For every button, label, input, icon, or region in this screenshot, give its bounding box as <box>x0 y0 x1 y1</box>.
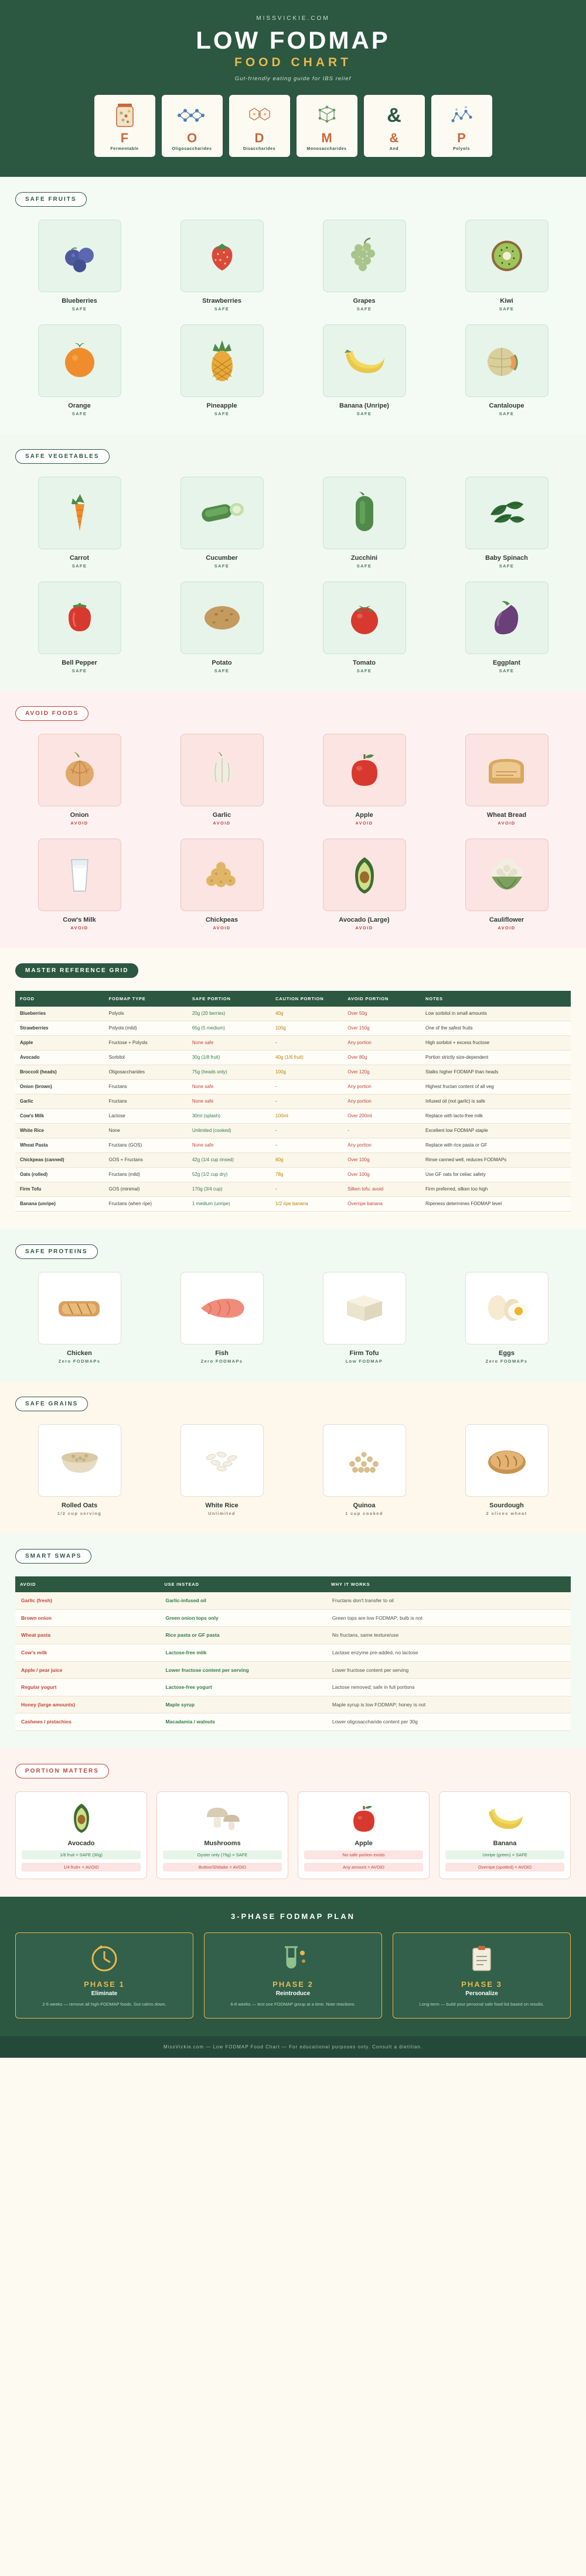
mushroom-icon <box>163 1800 282 1836</box>
tofu-icon <box>323 1272 406 1345</box>
item-label: Strawberries <box>202 297 241 305</box>
master-table-body <box>15 1007 571 1212</box>
tagline: Gut-friendly eating guide for IBS relief <box>234 76 352 83</box>
item-banana-unripe <box>300 324 428 416</box>
section-label-safe-proteins: SAFE PROTEINS <box>15 1244 98 1259</box>
portion-avoid-line: 1/4 fruit+ = AVOID <box>22 1863 141 1872</box>
item-tag: AVOID <box>498 925 516 931</box>
item-chicken <box>15 1272 144 1364</box>
fodmap-letter: & <box>389 131 399 146</box>
item-wheat-bread <box>442 734 571 826</box>
item-pineapple <box>158 324 286 416</box>
item-tag: 1 cup cooked <box>345 1511 383 1517</box>
item-label: Wheat Bread <box>486 812 527 819</box>
fodmap-card-polyols <box>431 95 492 157</box>
rice-icon <box>180 1424 264 1497</box>
sourdough-icon <box>465 1424 548 1497</box>
item-chickpeas <box>158 839 286 930</box>
item-tag: AVOID <box>70 820 88 826</box>
avoid-foods-grid <box>15 734 571 930</box>
phase-name: PHASE 3 <box>461 1980 502 1989</box>
item-tag: SAFE <box>499 563 515 569</box>
table-row: Apple / pear juice Lower fructose content per serving Lower fructose content per serving <box>15 1661 571 1679</box>
avocado-icon <box>323 839 406 911</box>
footer: MissVickie.com — Low FODMAP Food Chart — For educational purposes only. Consult a dietitian. <box>0 2036 586 2058</box>
item-white-rice <box>158 1424 286 1516</box>
fodmap-card-monosaccharides <box>297 95 357 157</box>
item-label: Grapes <box>353 297 376 305</box>
item-potato <box>158 581 286 673</box>
item-label: Fish <box>215 1350 229 1357</box>
blueberries-icon <box>38 220 121 292</box>
phase-subtitle: Reintroduce <box>275 1990 311 1997</box>
section-smart-swaps <box>0 1534 586 1749</box>
item-label: Orange <box>68 402 91 410</box>
item-firm-tofu <box>300 1272 428 1364</box>
table-row: Wheat Pasta Fructans (GOS) None safe - Any portion Replace with rice pasta or GF <box>15 1138 571 1153</box>
potato-icon <box>180 581 264 654</box>
item-tag: Zero FODMAPs <box>200 1359 243 1364</box>
chickpeas-icon <box>180 839 264 911</box>
grapes-icon <box>323 220 406 292</box>
molecule-chain-icon <box>162 100 223 131</box>
fodmap-name: And <box>389 147 399 152</box>
item-grapes <box>300 220 428 312</box>
section-safe-grains <box>0 1381 586 1534</box>
banana-icon <box>445 1800 564 1836</box>
item-fish <box>158 1272 286 1364</box>
table-row: Avocado Sorbitol 30g (1/8 fruit) 40g (1/6 fruit) Over 80g Portion strictly size-dependent <box>15 1051 571 1065</box>
item-avocado-large <box>300 839 428 930</box>
portion-safe-line: 1/8 fruit = SAFE (30g) <box>22 1850 141 1859</box>
table-row: Wheat pasta Rice pasta or GF pasta No fructans, same texture/use <box>15 1627 571 1644</box>
portion-safe-line: Unripe (green) = SAFE <box>445 1850 564 1859</box>
table-row: Firm Tofu GOS (minimal) 170g (3/4 cup) - Silken tofu: avoid Firm preferred, silken too high <box>15 1182 571 1197</box>
item-tag: AVOID <box>355 820 373 826</box>
fodmap-letter: M <box>321 131 332 146</box>
col-safe-portion: SAFE PORTION <box>188 991 271 1007</box>
col-avoid-portion: AVOID PORTION <box>343 991 421 1007</box>
item-label: Sourdough <box>489 1502 524 1510</box>
portion-matters-grid <box>15 1791 571 1879</box>
item-label: Banana (Unripe) <box>339 402 389 410</box>
header <box>0 0 586 177</box>
item-strawberries <box>158 220 286 312</box>
item-tag: AVOID <box>213 925 231 931</box>
item-label: Bell Pepper <box>62 659 97 667</box>
section-label-safe-fruits: SAFE FRUITS <box>15 192 87 207</box>
item-tag: Low FODMAP <box>345 1359 383 1364</box>
item-label: Firm Tofu <box>349 1350 379 1357</box>
site-url: MISSVICKIE.COM <box>256 15 330 22</box>
smart-swaps-table <box>15 1576 571 1731</box>
item-tag: SAFE <box>499 306 515 312</box>
section-label-smart-swaps: SMART SWAPS <box>15 1549 91 1564</box>
banana-icon <box>323 324 406 397</box>
item-label: Baby Spinach <box>485 555 528 562</box>
item-blueberries <box>15 220 144 312</box>
item-kiwi <box>442 220 571 312</box>
item-tag: SAFE <box>356 563 372 569</box>
eggplant-icon <box>465 581 548 654</box>
fodmap-acronym-cards <box>0 95 586 157</box>
fodmap-name: Disaccharides <box>243 147 276 152</box>
phase-description: 6-8 weeks — test one FODMAP group at a time. Note reactions. <box>230 2002 356 2007</box>
table-row: Blueberries Polyols 20g (20 berries) 40g Over 50g Low sorbitol in small amounts <box>15 1007 571 1021</box>
item-label: Blueberries <box>62 297 97 305</box>
item-tag: AVOID <box>70 925 88 931</box>
eggs-icon <box>465 1272 548 1345</box>
fodmap-letter: O <box>186 131 197 146</box>
item-rolled-oats <box>15 1424 144 1516</box>
col-fodmap-type: FODMAP TYPE <box>104 991 188 1007</box>
table-row: Garlic Fructans None safe - Any portion Infused oil (not garlic) is safe <box>15 1094 571 1109</box>
fodmap-card-disaccharides <box>229 95 290 157</box>
item-carrot <box>15 477 144 569</box>
zucchini-icon <box>323 477 406 549</box>
portion-avoid-line: Any amount = AVOID <box>304 1863 423 1872</box>
table-row: Brown onion Green onion tops only Green tops are low FODMAP; bulb is not <box>15 1609 571 1627</box>
col-caution-portion: CAUTION PORTION <box>271 991 343 1007</box>
section-safe-fruits <box>0 177 586 434</box>
phase-description: Long-term — build your personal safe food list based on results. <box>419 2002 544 2007</box>
item-tag: AVOID <box>498 820 516 826</box>
phase-plan-title: 3-PHASE FODMAP PLAN <box>230 1912 356 1921</box>
item-cows-milk <box>15 839 144 930</box>
item-tag: SAFE <box>499 668 515 674</box>
item-label: Cow's Milk <box>63 916 96 924</box>
apple-icon <box>323 734 406 806</box>
cauliflower-icon <box>465 839 548 911</box>
carrot-icon <box>38 477 121 549</box>
safe-grains-grid <box>15 1424 571 1516</box>
fodmap-name: Fermentable <box>110 147 139 152</box>
safe-proteins-grid <box>15 1272 571 1364</box>
item-sourdough <box>442 1424 571 1516</box>
avocado-icon <box>22 1800 141 1836</box>
item-tag: SAFE <box>214 306 230 312</box>
orange-icon <box>38 324 121 397</box>
item-label: Potato <box>212 659 232 667</box>
portion-safe-line: Oyster only (75g) = SAFE <box>163 1850 282 1859</box>
table-header-row <box>15 991 571 1007</box>
item-tag: SAFE <box>71 306 87 312</box>
quinoa-icon <box>323 1424 406 1497</box>
section-portion-matters <box>0 1749 586 1897</box>
phase-card-1 <box>15 1932 193 2019</box>
item-cauliflower <box>442 839 571 930</box>
item-tag: SAFE <box>356 306 372 312</box>
item-tag: SAFE <box>214 563 230 569</box>
fodmap-letter: D <box>254 131 264 146</box>
item-label: Zucchini <box>350 555 378 562</box>
phase-description: 2-6 weeks — remove all high-FODMAP foods. Gut calms down. <box>42 2002 166 2007</box>
page-title: LOW FODMAP <box>196 26 390 54</box>
item-baby-spinach <box>442 477 571 569</box>
item-label: Rolled Oats <box>61 1502 98 1510</box>
portion-card-banana <box>439 1791 571 1879</box>
milk-glass-icon <box>38 839 121 911</box>
item-label: Eggplant <box>492 659 521 667</box>
item-label: Chickpeas <box>205 916 239 924</box>
item-label: Carrot <box>69 555 89 562</box>
jar-icon <box>94 100 155 131</box>
table-row: Cashews / pistachios Macadamia / walnuts Lower oligosaccharide content per 30g <box>15 1713 571 1731</box>
item-label: Pineapple <box>206 402 237 410</box>
portion-card-apple <box>298 1791 430 1879</box>
fish-icon <box>180 1272 264 1345</box>
item-tag: SAFE <box>214 411 230 417</box>
kiwi-icon <box>465 220 548 292</box>
milk-sugar-icon <box>229 100 290 131</box>
fodmap-letter: P <box>457 131 466 146</box>
item-zucchini <box>300 477 428 569</box>
section-label-safe-grains: SAFE GRAINS <box>15 1397 88 1411</box>
item-label: Eggs <box>499 1350 515 1357</box>
item-tag: 2 slices wheat <box>486 1511 527 1517</box>
master-reference-table <box>15 991 571 1212</box>
section-label-portion-matters: PORTION MATTERS <box>15 1764 109 1778</box>
item-tomato <box>300 581 428 673</box>
phase-subtitle: Personalize <box>465 1990 498 1997</box>
item-label: Chicken <box>67 1350 92 1357</box>
item-label: Quinoa <box>353 1502 376 1510</box>
item-tag: SAFE <box>356 411 372 417</box>
bell-pepper-icon <box>38 581 121 654</box>
table-row: Cow's milk Lactose-free milk Lactase enzyme pre-added, no lactose <box>15 1644 571 1661</box>
item-apple <box>300 734 428 826</box>
item-orange <box>15 324 144 416</box>
item-label: Cucumber <box>206 555 238 562</box>
portion-card-avocado <box>15 1791 147 1879</box>
item-tag: SAFE <box>214 668 230 674</box>
smart-swaps-body <box>15 1592 571 1731</box>
pineapple-icon <box>180 324 264 397</box>
item-tag: SAFE <box>71 668 87 674</box>
polyol-icon <box>431 100 492 131</box>
safe-fruits-grid <box>15 220 571 416</box>
portion-safe-line: No safe portion exists <box>304 1850 423 1859</box>
fodmap-card-fermentable <box>94 95 155 157</box>
spinach-icon <box>465 477 548 549</box>
cantaloupe-icon <box>465 324 548 397</box>
item-tag: 1/2 cup serving <box>57 1511 102 1517</box>
item-quinoa <box>300 1424 428 1516</box>
item-tag: Unlimited <box>208 1511 236 1517</box>
table-row: White Rice None Unlimited (cooked) - - Excellent low FODMAP staple <box>15 1124 571 1138</box>
col-use-instead: USE INSTEAD <box>159 1576 326 1592</box>
item-tag: SAFE <box>356 668 372 674</box>
fodmap-card-and <box>364 95 425 157</box>
section-safe-proteins <box>0 1229 586 1381</box>
table-row: Onion (brown) Fructans None safe - Any portion Highest fructan content of all veg <box>15 1080 571 1094</box>
ampersand-icon: & <box>387 104 401 126</box>
item-label: Tomato <box>353 659 376 667</box>
item-label: Cantaloupe <box>489 402 524 410</box>
clock-icon <box>23 1942 186 1975</box>
table-row: Banana (unripe) Fructans (when ripe) 1 medium (unripe) 1/2 ripe banana Overripe banana Ripeness determines FODMAP level <box>15 1197 571 1212</box>
item-eggs <box>442 1272 571 1364</box>
table-header-row <box>15 1576 571 1592</box>
strawberry-icon <box>180 220 264 292</box>
table-row: Cow's Milk Lactose 30ml (splash) 100ml Over 200ml Replace with lacto-free milk <box>15 1109 571 1124</box>
item-label: Avocado (Large) <box>339 916 390 924</box>
table-row: Apple Fructose + Polyols None safe - Any portion High sorbitol + excess fructose <box>15 1036 571 1051</box>
clipboard-icon <box>400 1942 563 1975</box>
item-tag: Zero FODMAPs <box>485 1359 528 1364</box>
item-onion <box>15 734 144 826</box>
item-tag: AVOID <box>213 820 231 826</box>
section-label-master-grid: MASTER REFERENCE GRID <box>15 963 138 978</box>
table-row: Oats (rolled) Fructans (mild) 52g (1/2 cup dry) 78g Over 100g Use GF oats for celiac safety <box>15 1168 571 1182</box>
item-cucumber <box>158 477 286 569</box>
fodmap-letter: F <box>120 131 129 146</box>
garlic-icon <box>180 734 264 806</box>
portion-label: Apple <box>355 1840 373 1848</box>
item-label: White Rice <box>205 1502 239 1510</box>
cucumber-icon <box>180 477 264 549</box>
page-subtitle: FOOD CHART <box>234 56 352 70</box>
item-eggplant <box>442 581 571 673</box>
phase-name: PHASE 2 <box>272 1980 314 1989</box>
section-avoid-foods <box>0 691 586 948</box>
tomato-icon <box>323 581 406 654</box>
fodmap-card-oligosaccharides <box>162 95 223 157</box>
bread-icon <box>465 734 548 806</box>
table-row: Strawberries Polyols (mild) 65g (5 medium) 100g Over 150g One of the safest fruits <box>15 1021 571 1036</box>
table-row: Regular yogurt Lactose-free yogurt Lactose removed; safe in full portions <box>15 1679 571 1696</box>
item-label: Garlic <box>212 812 231 819</box>
section-label-safe-vegetables: SAFE VEGETABLES <box>15 449 110 464</box>
item-tag: SAFE <box>71 411 87 417</box>
item-label: Onion <box>70 812 89 819</box>
portion-label: Avocado <box>67 1840 95 1848</box>
phase-cards <box>15 1932 571 2019</box>
portion-avoid-line: Button/Shiitake = AVOID <box>163 1863 282 1872</box>
portion-card-mushrooms <box>156 1791 288 1879</box>
col-why-it-works: WHY IT WORKS <box>326 1576 571 1592</box>
section-phase-plan <box>0 1897 586 2036</box>
portion-avoid-line: Overripe (spotted) = AVOID <box>445 1863 564 1872</box>
fructose-icon <box>297 100 357 131</box>
item-tag: AVOID <box>355 925 373 931</box>
apple-icon <box>304 1800 423 1836</box>
table-row: Broccoli (heads) Oligosaccharides 75g (heads only) 100g Over 120g Stalks higher FODMAP than heads <box>15 1065 571 1080</box>
item-bell-pepper <box>15 581 144 673</box>
fodmap-name: Polyols <box>452 147 471 152</box>
table-row: Garlic (fresh) Garlic-infused oil Fructans don't transfer to oil <box>15 1592 571 1609</box>
col-notes: NOTES <box>421 991 571 1007</box>
item-label: Cauliflower <box>489 916 524 924</box>
item-cantaloupe <box>442 324 571 416</box>
portion-label: Banana <box>493 1840 517 1848</box>
phase-name: PHASE 1 <box>84 1980 125 1989</box>
portion-label: Mushrooms <box>204 1840 241 1848</box>
item-label: Apple <box>355 812 373 819</box>
onion-icon <box>38 734 121 806</box>
item-garlic <box>158 734 286 826</box>
col-avoid: AVOID <box>15 1576 159 1592</box>
item-tag: SAFE <box>499 411 515 417</box>
chicken-icon <box>38 1272 121 1345</box>
item-label: Kiwi <box>500 297 513 305</box>
safe-vegetables-grid <box>15 477 571 673</box>
oats-bowl-icon <box>38 1424 121 1497</box>
fodmap-name: Oligosaccharides <box>172 147 212 152</box>
section-safe-vegetables <box>0 434 586 691</box>
col-food: FOOD <box>15 991 104 1007</box>
fodmap-name: Monosaccharides <box>306 147 347 152</box>
section-master-reference-grid <box>0 948 586 1229</box>
item-tag: Zero FODMAPs <box>58 1359 101 1364</box>
table-row: Honey (large amounts) Maple syrup Maple syrup is low FODMAP; honey is not <box>15 1696 571 1713</box>
phase-card-3 <box>393 1932 571 2019</box>
item-tag: SAFE <box>71 563 87 569</box>
phase-card-2 <box>204 1932 382 2019</box>
table-row: Chickpeas (canned) GOS + Fructans 42g (1/4 cup rinsed) 60g Over 100g Rinse canned well, reduces FODMAPs <box>15 1153 571 1168</box>
section-label-avoid-foods: AVOID FOODS <box>15 706 88 721</box>
phase-subtitle: Eliminate <box>91 1990 118 1997</box>
test-tube-icon <box>212 1942 374 1975</box>
